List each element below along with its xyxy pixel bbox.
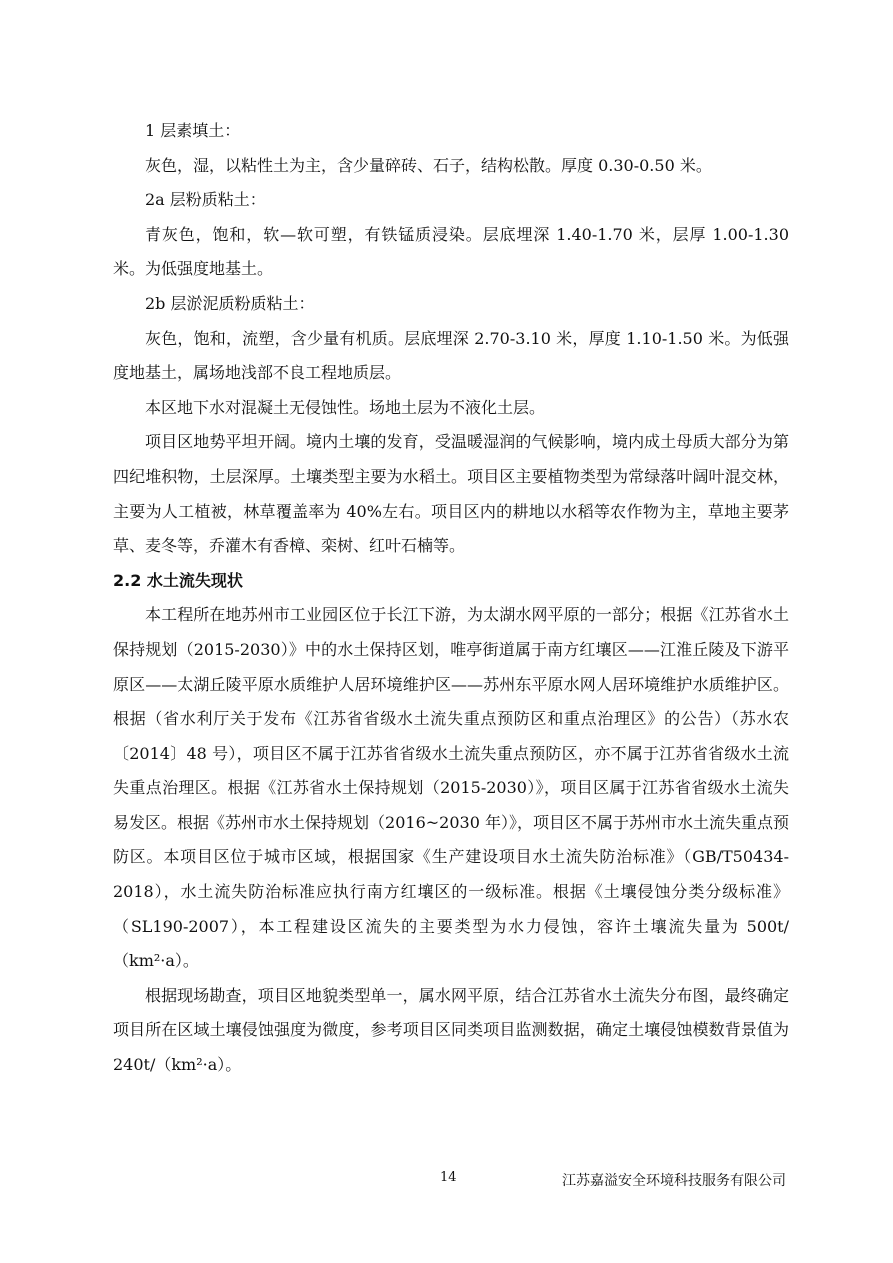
footer-company: 江苏嘉溢安全环境科技服务有限公司: [562, 1173, 786, 1189]
paragraph-layer2b-title: 2b 层淤泥质粉质粘土：: [145, 293, 315, 313]
section-heading: 2.2 水土流失现状: [113, 570, 243, 590]
paragraph-erosion-background: 根据现场勘查，项目区地貌类型单一，属水网平原，结合江苏省水土流失分布图，最终确定项目所在区域土壤侵蚀强度为微度，参考项目区同类项目监测数据，确定土壤侵蚀模数背景值为 240t/（km²·a）。: [113, 985, 789, 1075]
paragraph-erosion-status: 本工程所在地苏州市工业园区位于长江下游，为太湖水网平原的一部分；根据《江苏省水土保持规划（2015-2030）》中的水土保持区划，唯亭街道属于南方红壤区——江淮丘陵及下游平原区——太湖丘陵平原水质维护人居环境维护区——苏州东平原水网人居环境维护水质维护区。根据（省水利厅关于发布《江苏省省级水土流失重点预防区和重点治理区》的公告）（苏水农〔2014〕48 号），项目区不属于江苏省省级水土流失重点预防区，亦不属于江苏省省级水土流失重点治理区。根据《江苏省水土保持规划（2015-2030）》，项目区属于江苏省省级水土流失易发区。根据《苏州市水土保持规划（2016~2030 年）》，项目区不属于苏州市水土流失重点预防区。本项目区位于城市区域，根据国家《生产建设项目水土流失防治标准》（GB/T50434-2018），水土流失防治标准应执行南方红壤区的一级标准。根据《土壤侵蚀分类分级标准》（SL190-2007），本工程建设区流失的主要类型为水力侵蚀，容许土壤流失量为 500t/（km²·a）。: [113, 605, 789, 971]
paragraph-layer2a-desc: 青灰色，饱和，软—软可塑，有铁锰质浸染。层底埋深 1.40-1.70 米，层厚 1.00-1.30 米。为低强度地基土。: [113, 224, 789, 279]
paragraph-terrain: 项目区地势平坦开阔。境内土壤的发育，受温暖湿润的气候影响，境内成土母质大部分为第四纪堆积物，土层深厚。土壤类型主要为水稻土。项目区主要植物类型为常绿落叶阔叶混交林，主要为人工植被，林草覆盖率为 40%左右。项目区内的耕地以水稻等农作物为主，草地主要茅草、麦冬等，乔灌木有香樟、栾树、红叶石楠等。: [113, 432, 789, 556]
paragraph-layer2a-title: 2a 层粉质粘土：: [145, 190, 266, 210]
page-number: 14: [440, 1170, 457, 1185]
paragraph-layer2b-desc: 灰色，饱和，流塑，含少量有机质。层底埋深 2.70-3.10 米，厚度 1.10-1.50 米。为低强度地基土，属场地浅部不良工程地质层。: [113, 328, 789, 383]
page-body: [113, 114, 789, 1083]
paragraph-groundwater: 本区地下水对混凝土无侵蚀性。场地土层为不液化土层。: [145, 397, 546, 417]
paragraph-layer1-desc: 灰色，湿，以粘性土为主，含少量碎砖、石子，结构松散。厚度 0.30-0.50 米。: [145, 155, 712, 175]
paragraph-layer1-title: 1 层素填土：: [145, 121, 241, 140]
